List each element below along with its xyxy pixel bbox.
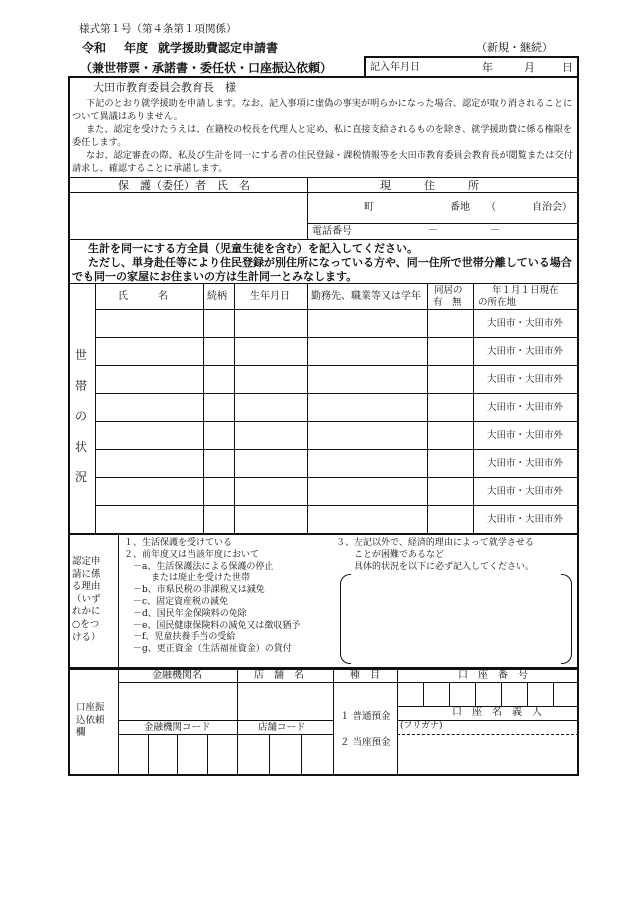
phone-field[interactable] bbox=[370, 225, 575, 237]
member-name-cell[interactable] bbox=[96, 366, 202, 392]
member-relation-cell[interactable] bbox=[204, 478, 233, 504]
col-cohabit-1: 同居の bbox=[434, 285, 463, 296]
bank-side-label: 口座振 込依頼 欄 bbox=[76, 702, 105, 738]
member-relation-cell[interactable] bbox=[204, 310, 233, 336]
col-cohabit-2: 有 無 bbox=[433, 297, 462, 308]
member-work-cell[interactable] bbox=[308, 478, 426, 504]
guardian-name-header: 保 護（委任）者 氏 名 bbox=[118, 179, 250, 192]
member-relation-cell[interactable] bbox=[204, 450, 233, 476]
furigana-label: (フリガナ) bbox=[400, 721, 443, 731]
member-work-cell[interactable] bbox=[308, 394, 426, 420]
year-label: 年度 bbox=[124, 41, 149, 55]
date-day-field[interactable]: 日 bbox=[562, 61, 573, 74]
member-name-cell[interactable] bbox=[96, 394, 202, 420]
member-name-cell[interactable] bbox=[96, 310, 202, 336]
side-char: 状 bbox=[74, 439, 87, 454]
member-work-cell[interactable] bbox=[308, 506, 426, 532]
col-jan1-2: の所在地 bbox=[478, 297, 517, 308]
intro-paragraph-3: なお、認定審査の際、私及び生計を同一にする者の住民登録・課税情報等を大田市教育委員会教育長が閲覧または交付請求し、確認することに承諾します。 bbox=[72, 150, 573, 174]
member-work-cell[interactable] bbox=[308, 310, 426, 336]
addressee: 大田市教育委員会教育長 様 bbox=[93, 81, 236, 94]
branch-code-header: 店舗コード bbox=[258, 722, 306, 733]
household-side-label bbox=[74, 340, 88, 493]
member-work-cell[interactable] bbox=[308, 338, 426, 364]
member-location-cell[interactable]: 大田市・大田市外 bbox=[487, 430, 564, 441]
date-month-field[interactable]: 月 bbox=[524, 61, 535, 74]
member-location-cell[interactable]: 大田市・大田市外 bbox=[487, 346, 564, 357]
member-cohabit-cell[interactable] bbox=[428, 394, 472, 420]
member-relation-cell[interactable] bbox=[204, 338, 233, 364]
institution-name-field[interactable] bbox=[120, 684, 235, 718]
col-name: 氏 名 bbox=[118, 291, 168, 302]
member-location-cell[interactable]: 大田市・大田市外 bbox=[487, 374, 564, 385]
member-birth-cell[interactable] bbox=[235, 394, 306, 420]
form-subtitle: （兼世帯票・承諾書・委任状・口座振込依頼） bbox=[80, 61, 333, 75]
member-cohabit-cell[interactable] bbox=[428, 450, 472, 476]
member-location-cell[interactable]: 大田市・大田市外 bbox=[487, 402, 564, 413]
side-char: 帯 bbox=[74, 378, 87, 393]
member-cohabit-cell[interactable] bbox=[428, 506, 472, 532]
member-relation-cell[interactable] bbox=[204, 366, 233, 392]
situation-bracket[interactable] bbox=[340, 574, 572, 664]
branch-name-field[interactable] bbox=[239, 684, 331, 718]
institution-code-header: 金融機関コード bbox=[144, 722, 211, 733]
reasons-left-list[interactable]: １、生活保護を受けている ２、前年度又は当該年度において －a、生活保護法による保護の停止 または廃止を受けた世帯 －b、市県民税の非課税又は減免 －c、固定資産税の減免 －d、国民年金保険料の免除 －e、国民健康保険料の減免又は徴収猶予 －f、児童扶養手当の受給 －g、更正資金（生活福祉資金）の貸付 bbox=[124, 538, 301, 655]
institution-header: 金融機関名 bbox=[152, 670, 202, 681]
phone-label: 電話番号 bbox=[312, 226, 352, 237]
reasons-right-text[interactable]: ３、左記以外で、経済的理由によって就学させる ことが困難であるなど 具体的状況を以下に必ず記入してください。 bbox=[336, 538, 535, 572]
member-name-cell[interactable] bbox=[96, 450, 202, 476]
household-note-2: ただし、単身赴任等により住民登録が別住所になっている方や、同一住所で世帯分離している場合でも同一の家屋にお住まいの方は生計同一とみなします。 bbox=[72, 256, 572, 283]
member-location-cell[interactable]: 大田市・大田市外 bbox=[487, 318, 564, 329]
member-location-cell[interactable]: 大田市・大田市外 bbox=[487, 486, 564, 497]
branch-code-field[interactable] bbox=[237, 734, 333, 776]
account-type-2[interactable]: ２ 当座預金 bbox=[340, 737, 391, 748]
member-birth-cell[interactable] bbox=[235, 338, 306, 364]
member-cohabit-cell[interactable] bbox=[428, 422, 472, 448]
address-header: 現 住 所 bbox=[380, 179, 479, 192]
kind-header: 種 目 bbox=[350, 670, 380, 681]
side-char: の bbox=[74, 409, 87, 423]
date-label: 記入年月日 bbox=[370, 62, 420, 73]
era-label: 令和 bbox=[82, 41, 107, 55]
member-relation-cell[interactable] bbox=[204, 394, 233, 420]
paren-open: （ bbox=[486, 202, 496, 213]
member-work-cell[interactable] bbox=[308, 366, 426, 392]
col-relation: 続柄 bbox=[207, 291, 227, 302]
application-type[interactable]: （新規・継続） bbox=[476, 41, 553, 54]
account-holder-field[interactable] bbox=[399, 734, 577, 774]
member-name-cell[interactable] bbox=[96, 506, 202, 532]
member-cohabit-cell[interactable] bbox=[428, 478, 472, 504]
jichikai-label: 自治会） bbox=[532, 202, 572, 213]
member-cohabit-cell[interactable] bbox=[428, 366, 472, 392]
banchi-label: 番地 bbox=[450, 202, 470, 213]
intro-paragraph-2: また、認定を受けたうえは、在籍校の校長を代理人と定め、私に直接支給されるものを除き、就学援助費に係る権限を委任します。 bbox=[72, 124, 573, 148]
member-birth-cell[interactable] bbox=[235, 366, 306, 392]
branch-header: 店 舗 名 bbox=[254, 670, 304, 681]
holder-header: 口 座 名 義 人 bbox=[452, 707, 542, 718]
account-no-header: 口 座 番 号 bbox=[458, 670, 528, 681]
member-name-cell[interactable] bbox=[96, 338, 202, 364]
member-location-cell[interactable]: 大田市・大田市外 bbox=[487, 458, 564, 469]
side-char: 況 bbox=[74, 470, 87, 484]
member-relation-cell[interactable] bbox=[204, 506, 233, 532]
account-type-1[interactable]: １ 普通預金 bbox=[340, 711, 391, 722]
member-birth-cell[interactable] bbox=[235, 478, 306, 504]
col-jan1-1: 年１月１日現在 bbox=[492, 285, 559, 296]
household-note-1: 生計を同一にする方全員（児童生徒を含む）を記入してください。 bbox=[88, 242, 418, 255]
phone-dash-2: － bbox=[490, 225, 500, 236]
member-birth-cell[interactable] bbox=[235, 506, 306, 532]
side-char: 世 bbox=[74, 348, 87, 362]
member-cohabit-cell[interactable] bbox=[428, 310, 472, 336]
member-birth-cell[interactable] bbox=[235, 450, 306, 476]
account-number-field[interactable] bbox=[397, 682, 579, 706]
reasons-side-label: 認定申 請に係 る理由 （いず れかに ○をつ ける） bbox=[72, 556, 101, 643]
date-box bbox=[364, 56, 579, 78]
institution-code-field[interactable] bbox=[118, 734, 237, 776]
phone-dash-1: － bbox=[428, 225, 438, 236]
date-year-field[interactable]: 年 bbox=[482, 61, 493, 74]
member-work-cell[interactable] bbox=[308, 450, 426, 476]
member-birth-cell[interactable] bbox=[235, 310, 306, 336]
member-relation-cell[interactable] bbox=[204, 422, 233, 448]
member-birth-cell[interactable] bbox=[235, 422, 306, 448]
town-label: 町 bbox=[364, 202, 374, 213]
member-name-cell[interactable] bbox=[96, 478, 202, 504]
member-cohabit-cell[interactable] bbox=[428, 338, 472, 364]
member-work-cell[interactable] bbox=[308, 422, 426, 448]
intro-paragraph-1: 下記のとおり就学援助を申請します。なお、記入事項に虚偽の事実が明らかになった場合、認定が取り消されることについて異議はありません。 bbox=[72, 98, 573, 122]
col-work: 勤務先、職業等又は学年 bbox=[311, 291, 421, 302]
form-number: 様式第１号（第４条第１項関係） bbox=[79, 23, 237, 35]
member-location-cell[interactable]: 大田市・大田市外 bbox=[487, 514, 564, 525]
guardian-name-field[interactable] bbox=[70, 194, 305, 238]
form-title: 就学援助費認定申請書 bbox=[158, 41, 279, 55]
col-birth: 生年月日 bbox=[250, 291, 290, 302]
member-name-cell[interactable] bbox=[96, 422, 202, 448]
